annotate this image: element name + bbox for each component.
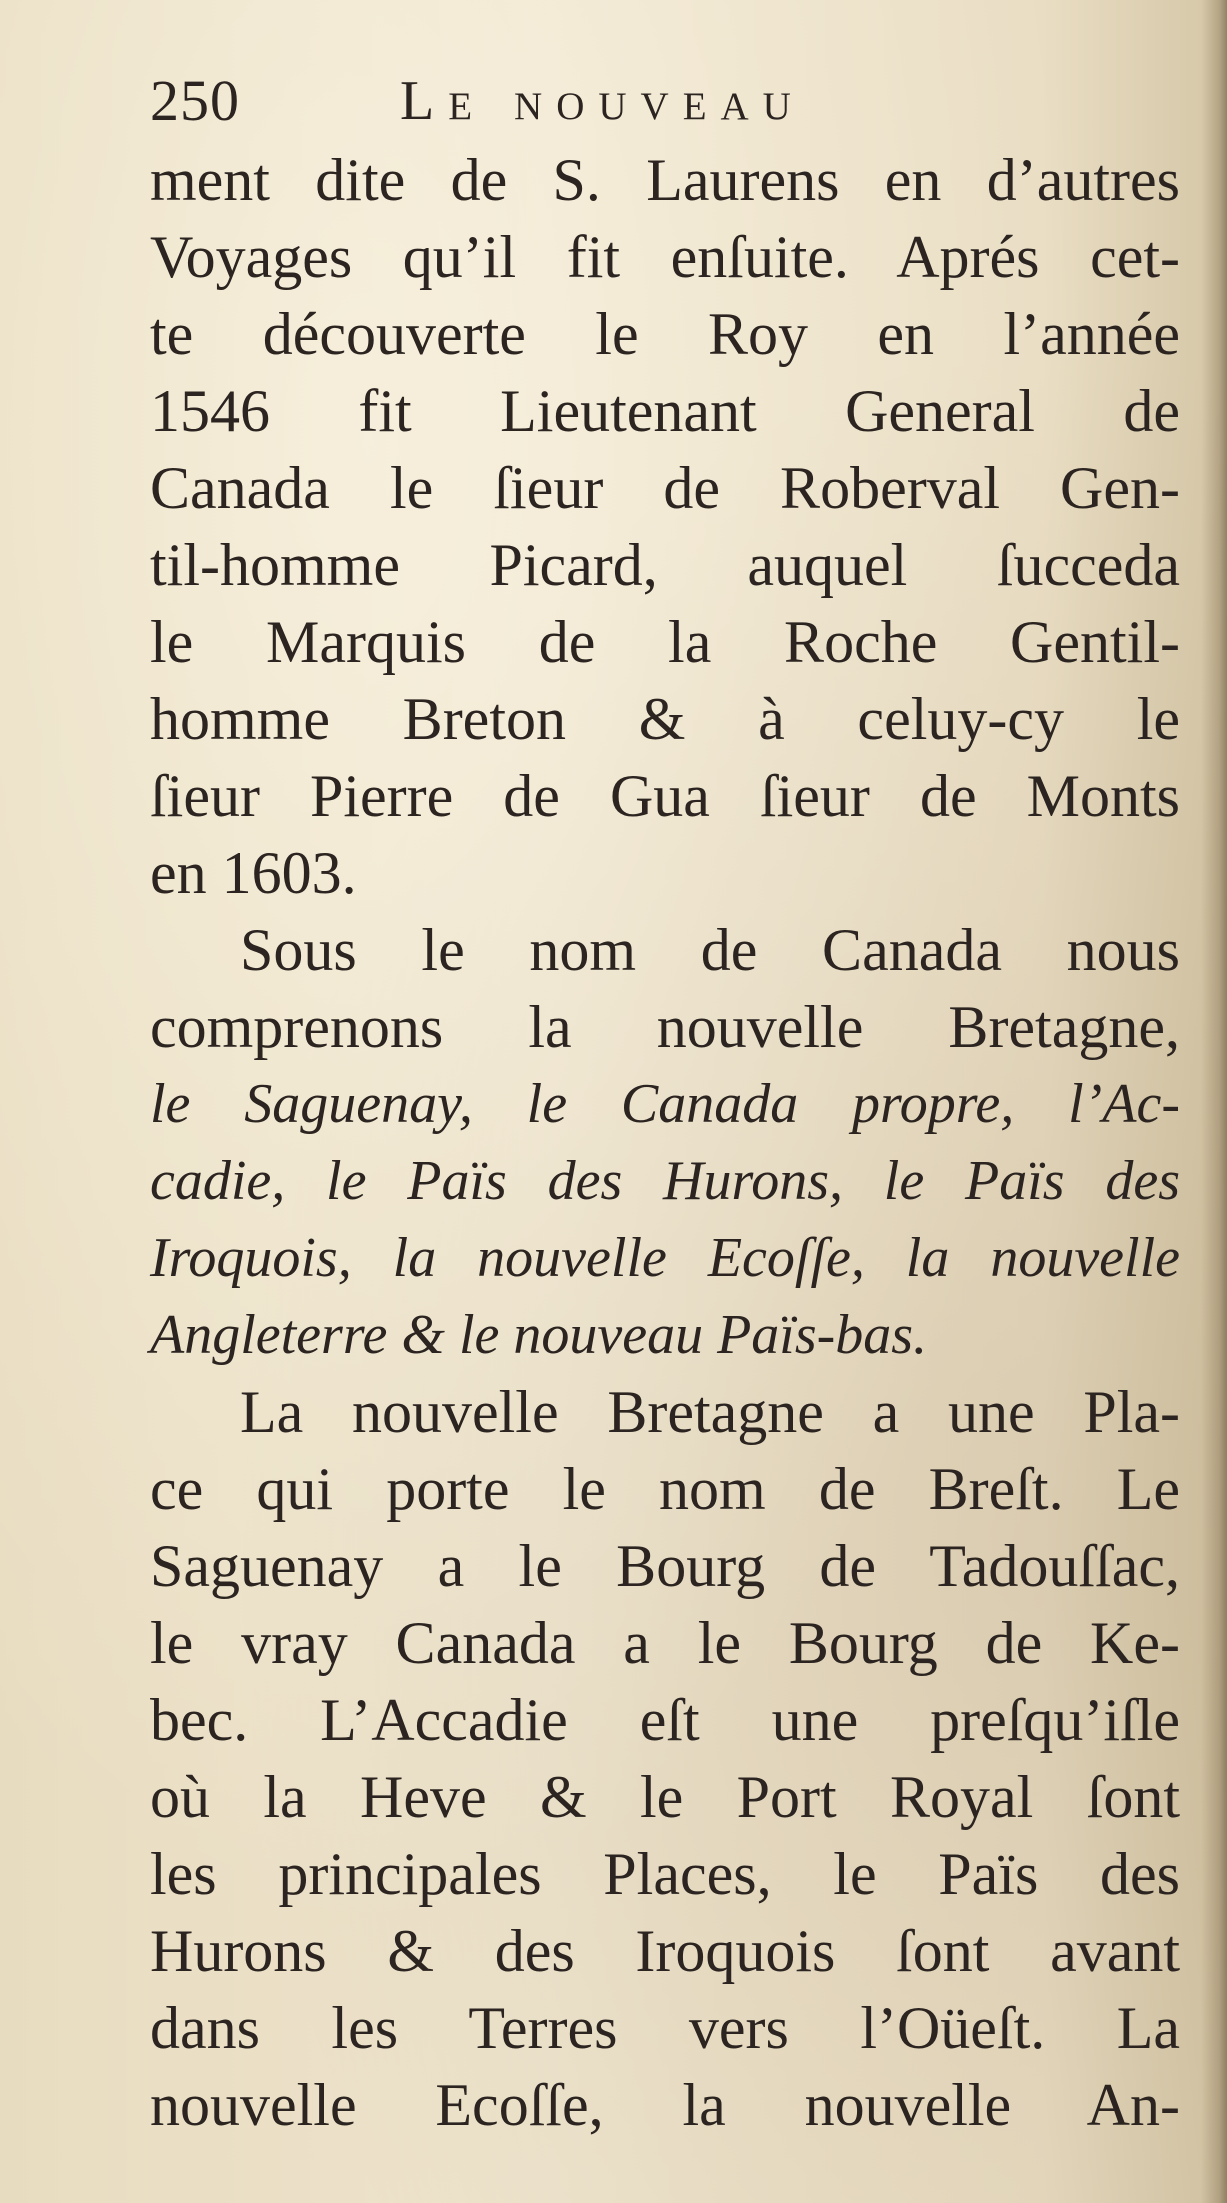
page-number: 250 — [150, 68, 240, 133]
text-line: Sous le nom de Canada nous — [240, 917, 1180, 983]
text-line: Voyages qu’il fit enſuite. Aprés cet- — [150, 224, 1180, 290]
text-line-italic: cadie, le Païs des Hurons, le Païs des — [150, 1150, 1180, 1212]
text-line: bec. L’Accadie eſt une preſqu’iſle — [150, 1687, 1180, 1753]
page-gutter-shadow — [1201, 0, 1227, 2203]
text-line: ſieur Pierre de Gua ſieur de Monts — [150, 763, 1180, 829]
text-line: Hurons & des Iroquois ſont avant — [150, 1918, 1180, 1984]
text-line: Saguenay a le Bourg de Tadouſſac, — [150, 1533, 1180, 1599]
page-header — [150, 66, 1150, 136]
text-line: le Marquis de la Roche Gentil- — [150, 609, 1180, 675]
text-line: te découverte le Roy en l’année — [150, 301, 1180, 367]
text-line-italic: Angleterre & le nouveau Païs-bas. — [150, 1304, 928, 1366]
text-line: en 1603. — [150, 840, 357, 906]
text-line-italic: le Saguenay, le Canada propre, l’Ac- — [150, 1073, 1180, 1135]
text-line: dans les Terres vers l’Oüeſt. La — [150, 1995, 1180, 2061]
text-line: homme Breton & à celuy-cy le — [150, 686, 1180, 752]
text-line: Canada le ſieur de Roberval Gen- — [150, 455, 1180, 521]
text-line: nouvelle Ecoſſe, la nouvelle An- — [150, 2072, 1180, 2138]
body-text — [150, 142, 1180, 2144]
text-line: où la Heve & le Port Royal ſont — [150, 1764, 1180, 1830]
text-line: ce qui porte le nom de Breſt. Le — [150, 1456, 1180, 1522]
running-title: Le nouveau — [400, 70, 805, 132]
text-line-italic: Iroquois, la nouvelle Ecoſſe, la nouvelle — [150, 1227, 1180, 1289]
text-line: til-homme Picard, auquel ſucceda — [150, 532, 1180, 598]
text-line: les principales Places, le Païs des — [150, 1841, 1180, 1907]
text-line: 1546 fit Lieutenant General de — [150, 378, 1180, 444]
text-line: ment dite de S. Laurens en d’autres — [150, 147, 1180, 213]
text-line: La nouvelle Bretagne a une Pla- — [240, 1379, 1180, 1445]
text-line: comprenons la nouvelle Bretagne, — [150, 994, 1180, 1060]
text-line: le vray Canada a le Bourg de Ke- — [150, 1610, 1180, 1676]
